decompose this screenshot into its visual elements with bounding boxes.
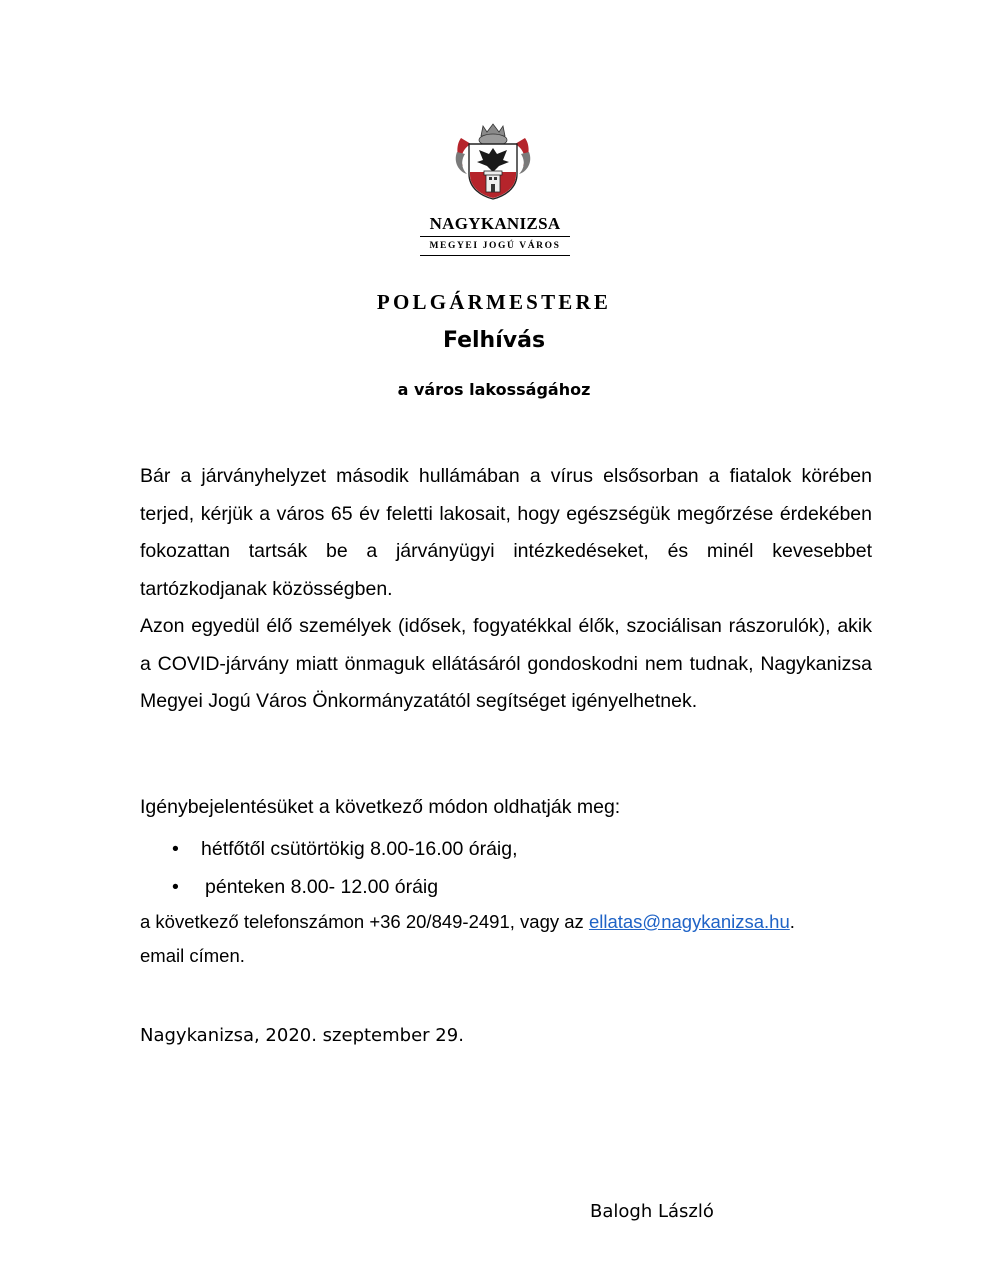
contact-suffix: . <box>789 911 795 932</box>
document-title: Felhívás <box>442 328 546 353</box>
email-suffix: email címen. <box>140 945 245 966</box>
hours-text: hétfőtől csütörtökig 8.00-16.00 óráig, <box>201 838 518 860</box>
contact-prefix: a következő telefonszámon +36 20/849-2491, vagy az <box>140 911 589 932</box>
list-item <box>140 832 518 870</box>
signature-name: Balogh László <box>590 1201 714 1222</box>
document-subtitle: a város lakosságához <box>397 380 591 399</box>
hours-text: pénteken 8.00- 12.00 óráig <box>205 876 439 898</box>
paragraph-1: Bár a járványhelyzet második hullámában a vírus elsősorban a fiatalok körében terjed, kérjük a város 65 év feletti lakosait, hogy egészségük megőrzése érdekében fokozattan tartsák be a járványügyi intézkedéseket, és minél kevesebbet tartózkodjanak közösségben. <box>140 465 872 600</box>
header-divider-bottom <box>420 255 570 256</box>
contact-line <box>140 911 795 933</box>
bullet-icon: • <box>172 876 179 898</box>
office-title: POLGÁRMESTERE <box>376 290 612 314</box>
coat-of-arms-icon <box>453 122 533 200</box>
city-subtitle: MEGYEI JOGÚ VÁROS <box>429 241 561 251</box>
paragraph-2: Azon egyedül élő személyek (idősek, fogyatékkal élők, szociálisan rászorulók), akik a COVID-járvány miatt önmaguk ellátásáról gondoskodni nem tudnak, Nagykanizsa Megyei Jogú Város Önkormányzatától segítséget igényelhetnek. <box>140 615 872 712</box>
bullet-icon: • <box>172 838 179 860</box>
city-name: NAGYKANIZSA <box>429 214 561 233</box>
dateline: Nagykanizsa, 2020. szeptember 29. <box>140 1025 464 1046</box>
header-divider-top <box>420 236 570 237</box>
email-link[interactable]: ellatas@nagykanizsa.hu <box>588 911 790 932</box>
request-intro: Igénybejelentésüket a következő módon oldhatják meg: <box>140 796 621 818</box>
office-hours-list <box>140 832 518 908</box>
list-item <box>140 870 518 908</box>
